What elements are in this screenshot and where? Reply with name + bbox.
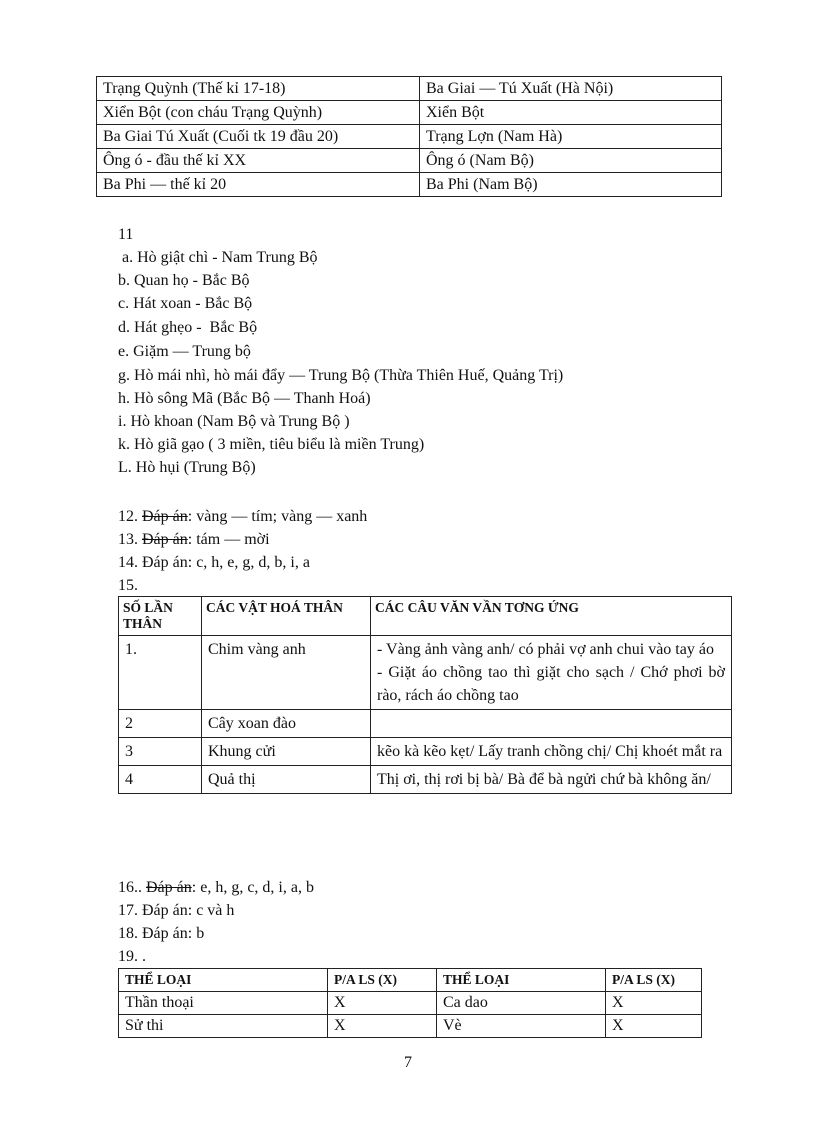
table-row bbox=[119, 710, 732, 738]
answer-19: 19. . bbox=[118, 948, 146, 965]
table-cell: Chim vàng anh bbox=[202, 636, 371, 710]
answer-text: : tám — mời bbox=[187, 531, 270, 548]
table-row bbox=[119, 636, 732, 710]
answer-label: Đáp án bbox=[142, 508, 188, 525]
table-row bbox=[97, 173, 722, 197]
list-item: b. Quan họ - Bắc Bộ bbox=[118, 272, 250, 289]
table-header-row bbox=[119, 969, 702, 992]
table-cell: X bbox=[328, 1015, 437, 1038]
page-number: 7 bbox=[404, 1054, 412, 1071]
table-cell: Trạng Quỳnh (Thế kỉ 17-18) bbox=[97, 77, 420, 101]
list-item: h. Hò sông Mã (Bắc Bộ — Thanh Hoá) bbox=[118, 390, 371, 407]
column-header: CÁC CÂU VĂN VẦN TƠNG ỨNG bbox=[371, 597, 732, 636]
list-item: L. Hò hụi (Trung Bộ) bbox=[118, 459, 256, 476]
column-header: P/A LS (X) bbox=[328, 969, 437, 992]
table-cell bbox=[371, 710, 732, 738]
list-item: e. Giặm — Trung bộ bbox=[118, 343, 251, 360]
column-header: CÁC VẬT HOÁ THÂN bbox=[202, 597, 371, 636]
table-row bbox=[119, 738, 732, 766]
column-header: SỐ LẦN THÂN bbox=[119, 597, 202, 636]
table-header-row bbox=[119, 597, 732, 636]
table-row bbox=[97, 125, 722, 149]
table-row bbox=[119, 992, 702, 1015]
table-cell: Ông ó - đầu thế kỉ XX bbox=[97, 149, 420, 173]
table-row bbox=[119, 1015, 702, 1038]
table-cell: kẽo kà kẽo kẹt/ Lấy tranh chồng chị/ Chị khoét mắt ra bbox=[371, 738, 732, 766]
column-header: THỂ LOẠI bbox=[119, 969, 328, 992]
list-item: c. Hát xoan - Bắc Bộ bbox=[118, 295, 253, 312]
answer-16 bbox=[118, 876, 314, 899]
list-item: g. Hò mái nhì, hò mái đẩy — Trung Bộ (Thừa Thiên Huế, Quảng Trị) bbox=[118, 367, 564, 384]
table-cell: 1. bbox=[119, 636, 202, 710]
table-cell: X bbox=[328, 992, 437, 1015]
answer-label: Đáp án bbox=[146, 879, 192, 896]
table-cell: Ba Phi (Nam Bộ) bbox=[420, 173, 722, 197]
answer-13 bbox=[118, 528, 270, 551]
table-cell: Trạng Lợn (Nam Hà) bbox=[420, 125, 722, 149]
list-item: k. Hò giã gạo ( 3 miền, tiêu biểu là miền Trung) bbox=[118, 436, 425, 453]
table-cell: Vè bbox=[437, 1015, 606, 1038]
authors-table bbox=[96, 76, 722, 197]
table-cell: Ba Giai Tú Xuất (Cuối tk 19 đầu 20) bbox=[97, 125, 420, 149]
table-cell: Ông ó (Nam Bộ) bbox=[420, 149, 722, 173]
column-header: THỂ LOẠI bbox=[437, 969, 606, 992]
table-row bbox=[119, 766, 732, 794]
answer-18: 18. Đáp án: b bbox=[118, 925, 205, 942]
table-cell: Cây xoan đào bbox=[202, 710, 371, 738]
table-cell: Sử thi bbox=[119, 1015, 328, 1038]
table-cell: 2 bbox=[119, 710, 202, 738]
table-cell: Khung cửi bbox=[202, 738, 371, 766]
answer-15: 15. bbox=[118, 577, 138, 594]
answer-number: 12. bbox=[118, 508, 142, 525]
table-cell: Xiển Bột (con cháu Trạng Quỳnh) bbox=[97, 101, 420, 125]
verse-line: - Giặt áo chồng tao thì giặt cho sạch / Chớ phơi bờ rào, rách áo chồng tao bbox=[377, 664, 725, 704]
verse-line: - Vàng ảnh vàng anh/ có phải vợ anh chui vào tay áo bbox=[377, 641, 714, 658]
table-cell: Thần thoại bbox=[119, 992, 328, 1015]
q11-number: 11 bbox=[118, 226, 134, 243]
table-cell: Ca dao bbox=[437, 992, 606, 1015]
transformation-table bbox=[118, 596, 732, 794]
genre-table bbox=[118, 968, 702, 1038]
table-cell: 4 bbox=[119, 766, 202, 794]
table-cell: 3 bbox=[119, 738, 202, 766]
column-header: P/A LS (X) bbox=[606, 969, 702, 992]
table-cell: X bbox=[606, 992, 702, 1015]
table-cell: X bbox=[606, 1015, 702, 1038]
answer-text: : vàng — tím; vàng — xanh bbox=[187, 508, 368, 525]
table-cell bbox=[371, 636, 732, 710]
answer-label: Đáp án bbox=[142, 531, 188, 548]
answer-14: 14. Đáp án: c, h, e, g, d, b, i, a bbox=[118, 554, 310, 571]
answer-text: : e, h, g, c, d, i, a, b bbox=[191, 879, 314, 896]
table-cell: Ba Giai — Tú Xuất (Hà Nội) bbox=[420, 77, 722, 101]
list-item: d. Hát ghẹo - Bắc Bộ bbox=[118, 319, 258, 336]
table-cell: Quả thị bbox=[202, 766, 371, 794]
answer-number: 13. bbox=[118, 531, 142, 548]
table-row bbox=[97, 101, 722, 125]
list-item: i. Hò khoan (Nam Bộ và Trung Bộ ) bbox=[118, 413, 350, 430]
answer-17: 17. Đáp án: c và h bbox=[118, 902, 235, 919]
answer-12 bbox=[118, 505, 367, 528]
table-cell: Xiển Bột bbox=[420, 101, 722, 125]
answer-number: 16.. bbox=[118, 879, 146, 896]
table-cell: Thị ơi, thị rơi bị bà/ Bà để bà ngửi chứ bà không ăn/ bbox=[371, 766, 732, 794]
table-row bbox=[97, 149, 722, 173]
table-row bbox=[97, 77, 722, 101]
list-item: a. Hò giật chì - Nam Trung Bộ bbox=[118, 249, 318, 266]
table-cell: Ba Phi — thế kỉ 20 bbox=[97, 173, 420, 197]
